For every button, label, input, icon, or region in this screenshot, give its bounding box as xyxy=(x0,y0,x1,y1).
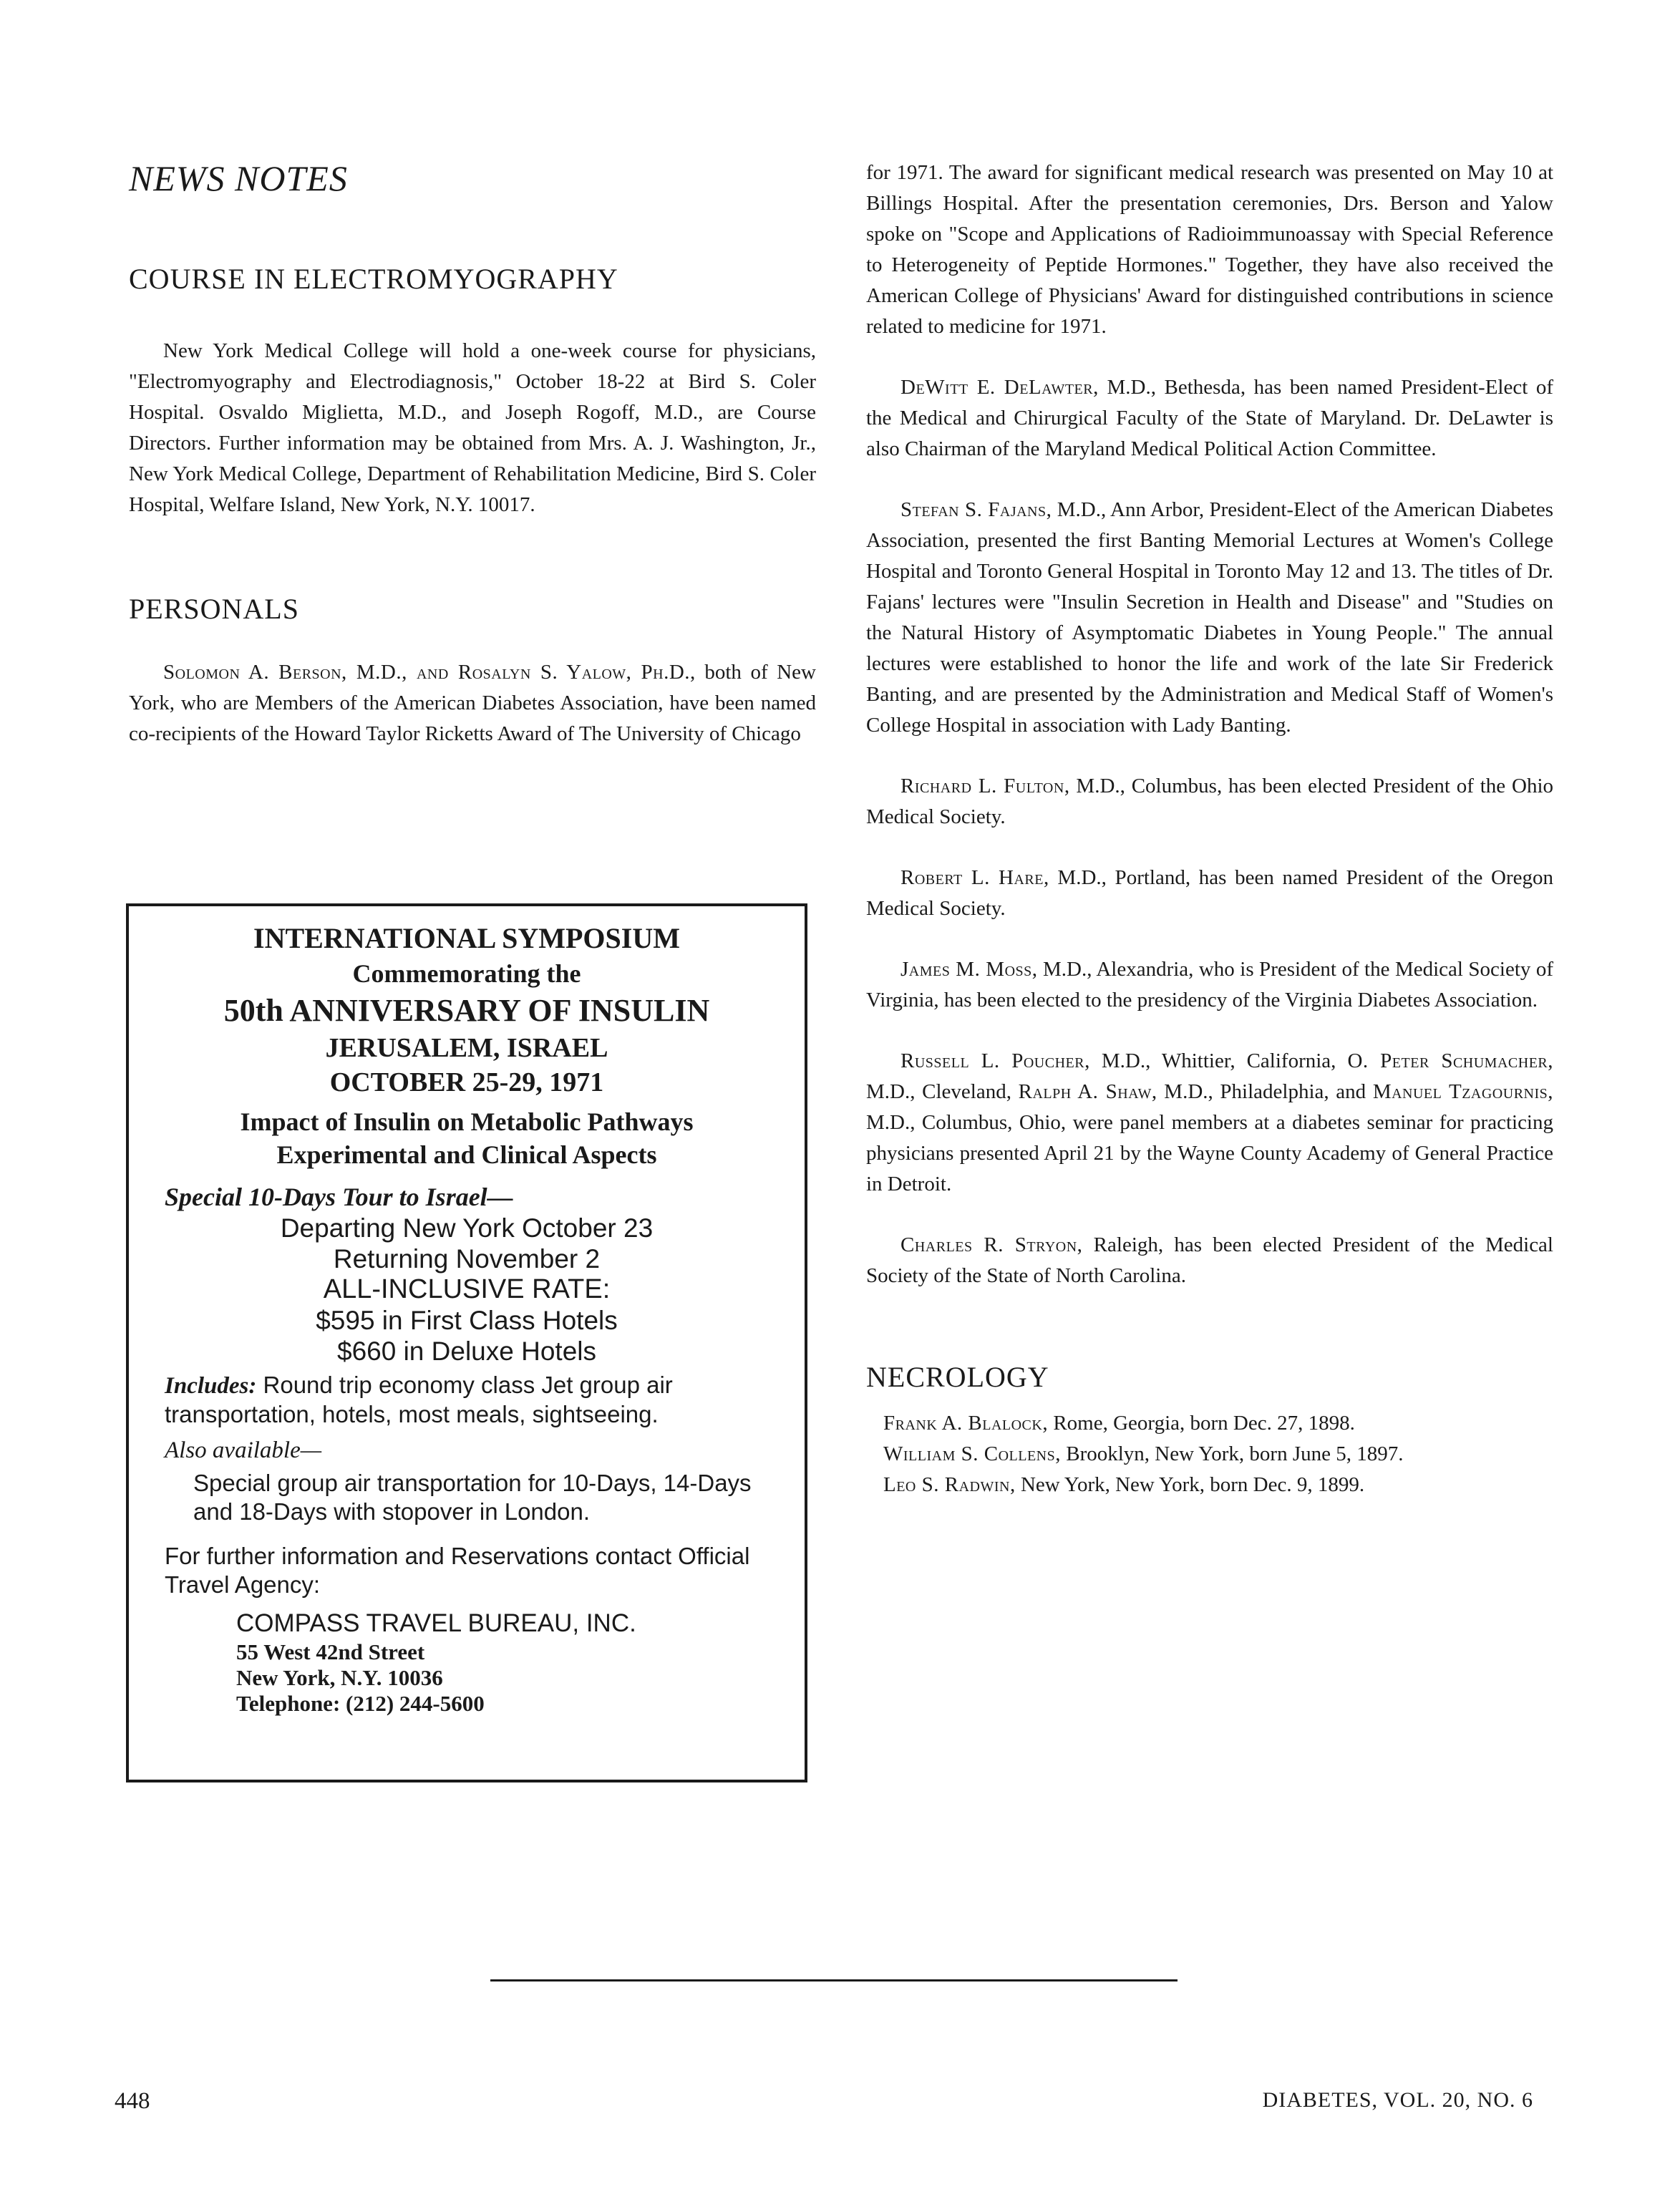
person-name: Russell L. Poucher, xyxy=(900,1049,1090,1072)
personals-names: Solomon A. Berson, M.D., and Rosalyn S. Yalow, Ph.D., xyxy=(163,661,696,684)
person-text: Rome, Georgia, born Dec. 27, 1898. xyxy=(1053,1412,1355,1435)
necrology-radwin xyxy=(866,1470,1553,1500)
person-name: O. Peter Schumacher, xyxy=(1347,1049,1553,1072)
necrology-blalock xyxy=(866,1408,1553,1439)
rate-deluxe: $660 in Deluxe Hotels xyxy=(337,1337,596,1366)
symposium-advertisement xyxy=(126,903,807,1782)
personal-hare xyxy=(866,863,1553,924)
personals-heading: PERSONALS xyxy=(129,593,299,625)
personals-text: both of New York, who are Members of the American Diabetes Association, have been named co-recipients of the Howard Taylor Ricketts Award of The University of Chicago xyxy=(129,661,816,745)
left-column xyxy=(129,157,816,750)
journal-citation: DIABETES, VOL. 20, NO. 6 xyxy=(1262,2088,1533,2112)
personal-fajans xyxy=(866,495,1553,741)
also-available-label: Also available— xyxy=(165,1437,322,1463)
personal-panel xyxy=(866,1046,1553,1200)
right-column xyxy=(866,157,1553,1500)
also-available-text: Special group air transportation for 10-Days, 14-Days and 18-Days with stopover in London. xyxy=(193,1470,752,1525)
personal-moss xyxy=(866,954,1553,1016)
tour-title: Special 10-Days Tour to Israel— xyxy=(165,1183,513,1211)
course-heading: COURSE IN ELECTROMYOGRAPHY xyxy=(129,263,618,295)
person-text: New York, New York, born Dec. 9, 1899. xyxy=(1020,1473,1365,1496)
news-notes-title: NEWS NOTES xyxy=(129,158,348,198)
person-text: M.D., Alexandria, who is President of the Medical Society of Virginia, has been elected to the presidency of the Virginia Diabetes Association. xyxy=(866,958,1554,1012)
agency-phone: Telephone: (212) 244-5600 xyxy=(236,1691,485,1716)
rate-label: ALL-INCLUSIVE RATE: xyxy=(323,1274,611,1304)
tour-return: Returning November 2 xyxy=(333,1244,601,1274)
page-number: 448 xyxy=(115,2088,150,2114)
ad-anniversary: 50th ANNIVERSARY OF INSULIN xyxy=(223,993,710,1028)
ad-title: INTERNATIONAL SYMPOSIUM xyxy=(253,922,680,954)
person-text: Raleigh, has been elected President of the Medical Society of the State of North Carolina. xyxy=(866,1233,1553,1287)
personal-delawter xyxy=(866,372,1553,465)
personals-paragraph xyxy=(129,657,816,750)
rate-first-class: $595 in First Class Hotels xyxy=(316,1306,618,1335)
person-name: Charles R. Stryon, xyxy=(900,1233,1083,1256)
berson-yalow-continued: for 1971. The award for significant medical research was presented on May 10 at Billings Hospital. After the presentation ceremonies, Drs. Berson and Yalow spoke on "Scope and Applications of Radioimmunoassay with Special Reference to Heterogeneity of Peptide Hormones." Together, they have also received the American College of Physicians' Award for distinguished contributions in science related to medicine for 1971. xyxy=(866,161,1553,338)
ad-location: JERUSALEM, ISRAEL xyxy=(325,1033,608,1063)
includes-label: Includes: xyxy=(165,1373,257,1399)
person-text: M.D., Columbus, has been elected President of the Ohio Medical Society. xyxy=(866,775,1553,828)
person-text: Brooklyn, New York, born June 5, 1897. xyxy=(1066,1442,1404,1465)
contact-text: For further information and Reservations contact Official Travel Agency: xyxy=(165,1543,750,1598)
person-name: Robert L. Hare, xyxy=(900,866,1049,889)
personal-fulton xyxy=(866,771,1553,833)
includes-text: Round trip economy class Jet group air transportation, hotels, most meals, sightseeing. xyxy=(165,1372,673,1427)
person-name: Frank A. Blalock, xyxy=(883,1412,1049,1435)
ad-topic-1: Impact of Insulin on Metabolic Pathways xyxy=(240,1107,694,1136)
person-name: Richard L. Fulton, xyxy=(900,775,1070,797)
tour-details xyxy=(165,1213,769,1367)
agency-address xyxy=(165,1608,769,1717)
person-text: M.D., Portland, has been named President of the Oregon Medical Society. xyxy=(866,866,1554,920)
necrology-heading: NECROLOGY xyxy=(866,1361,1049,1393)
person-text: M.D., Philadelphia, and xyxy=(1164,1080,1366,1103)
includes-paragraph xyxy=(165,1371,769,1429)
person-name: Leo S. Radwin, xyxy=(883,1473,1016,1496)
person-text: M.D., Bethesda, has been named President-Elect of the Medical and Chirurgical Faculty of the State of Maryland. Dr. DeLawter is also Chairman of the Maryland Medical Political Action Committee. xyxy=(866,376,1554,460)
necrology-collens xyxy=(866,1439,1553,1470)
person-text: M.D., Columbus, Ohio, were panel members at a diabetes seminar for practicing physicians presented April 21 by the Wayne County Academy of General Practice in Detroit. xyxy=(866,1111,1553,1195)
person-name: Stefan S. Fajans, xyxy=(900,498,1052,521)
tour-depart: Departing New York October 23 xyxy=(280,1213,654,1243)
agency-street: 55 West 42nd Street xyxy=(236,1639,425,1664)
horizontal-rule xyxy=(490,1979,1178,1981)
person-name: Ralph A. Shaw, xyxy=(1018,1080,1157,1103)
tour-section xyxy=(165,1181,769,1367)
ad-topic-2: Experimental and Clinical Aspects xyxy=(276,1140,657,1169)
agency-city: New York, N.Y. 10036 xyxy=(236,1665,443,1690)
course-paragraph: New York Medical College will hold a one-week course for physicians, "Electromyography and Electrodiagnosis," October 18-22 at Bird S. Coler Hospital. Osvaldo Miglietta, M.D., and Joseph Rogoff, M.D., are Course Directors. Further information may be obtained from Mrs. A. J. Washington, Jr., New York Medical College, Department of Rehabilitation Medicine, Bird S. Coler Hospital, Welfare Island, New York, N.Y. 10017. xyxy=(129,339,816,516)
agency-name: COMPASS TRAVEL BUREAU, INC. xyxy=(236,1609,636,1637)
person-text: M.D., Cleveland, xyxy=(866,1080,1011,1103)
person-name: James M. Moss, xyxy=(900,958,1038,981)
person-name: DeWitt E. DeLawter, xyxy=(900,376,1099,399)
ad-dates: OCTOBER 25-29, 1971 xyxy=(329,1067,604,1097)
person-name: Manuel Tzagournis, xyxy=(1372,1080,1554,1103)
person-name: William S. Collens, xyxy=(883,1442,1061,1465)
person-text: M.D., Whittier, California, xyxy=(1101,1049,1336,1072)
ad-commemorating: Commemorating the xyxy=(352,959,581,988)
person-text: M.D., Ann Arbor, President-Elect of the American Diabetes Association, presented the first Banting Memorial Lectures at Women's College Hospital and Toronto General Hospital in Toronto May 12 and 13. The titles of Dr. Fajans' lectures were "Insulin Secretion in Health and Disease" and "Studies on the Natural History of Asymptomatic Diabetes in Young People." The annual lectures were established to honor the life and work of the late Sir Frederick Banting, and are presented by the Administration and Medical Staff of Women's College Hospital in association with Lady Banting. xyxy=(866,498,1553,737)
personal-stryon xyxy=(866,1230,1553,1291)
